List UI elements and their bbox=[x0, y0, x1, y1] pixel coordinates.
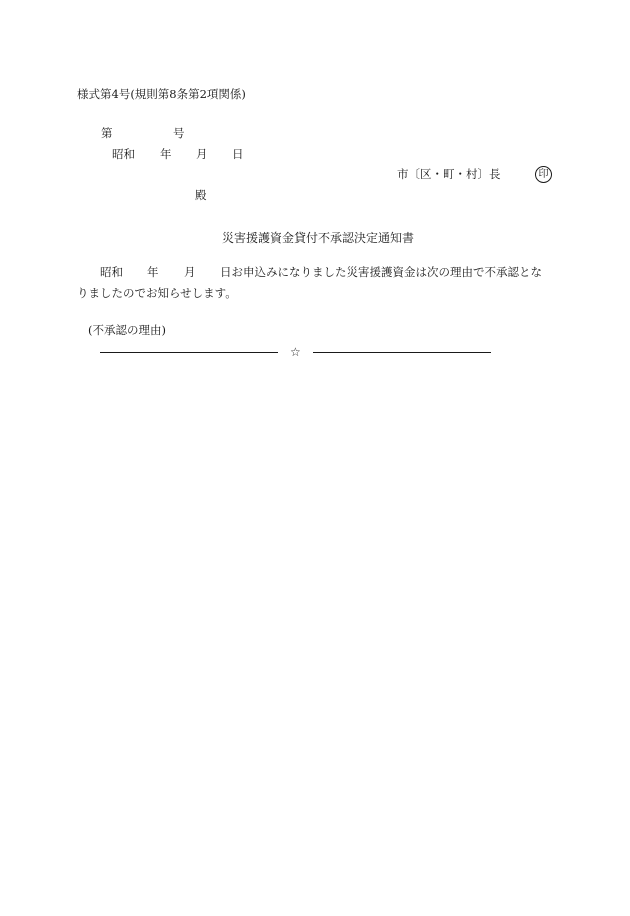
body-year: 年 bbox=[147, 265, 159, 279]
seal-stamp: 印 bbox=[535, 166, 552, 183]
reason-label: (不承認の理由) bbox=[88, 323, 166, 337]
issuer-title: 市〔区・町・村〕長 bbox=[397, 167, 501, 181]
date-month: 月 bbox=[196, 147, 208, 161]
body-month: 月 bbox=[184, 265, 196, 279]
body-era: 昭和 bbox=[100, 265, 123, 279]
date-day: 日 bbox=[232, 147, 244, 161]
addressee-honorific: 殿 bbox=[195, 188, 207, 202]
body-line-2: りましたのでお知らせします。 bbox=[77, 286, 237, 300]
date-era: 昭和 bbox=[112, 147, 135, 161]
reference-go: 号 bbox=[173, 126, 185, 140]
body-text-rest: 日お申込みになりました災害援護資金は次の理由で不承認とな bbox=[220, 265, 542, 279]
form-number: 様式第4号(規則第8条第2項関係) bbox=[77, 87, 246, 101]
date-year: 年 bbox=[160, 147, 172, 161]
divider-line-right bbox=[313, 352, 491, 353]
star-icon: ☆ bbox=[290, 345, 301, 359]
reference-dai: 第 bbox=[101, 126, 113, 140]
divider-line-left bbox=[100, 352, 278, 353]
document-title: 災害援護資金貸付不承認決定通知書 bbox=[222, 231, 415, 245]
